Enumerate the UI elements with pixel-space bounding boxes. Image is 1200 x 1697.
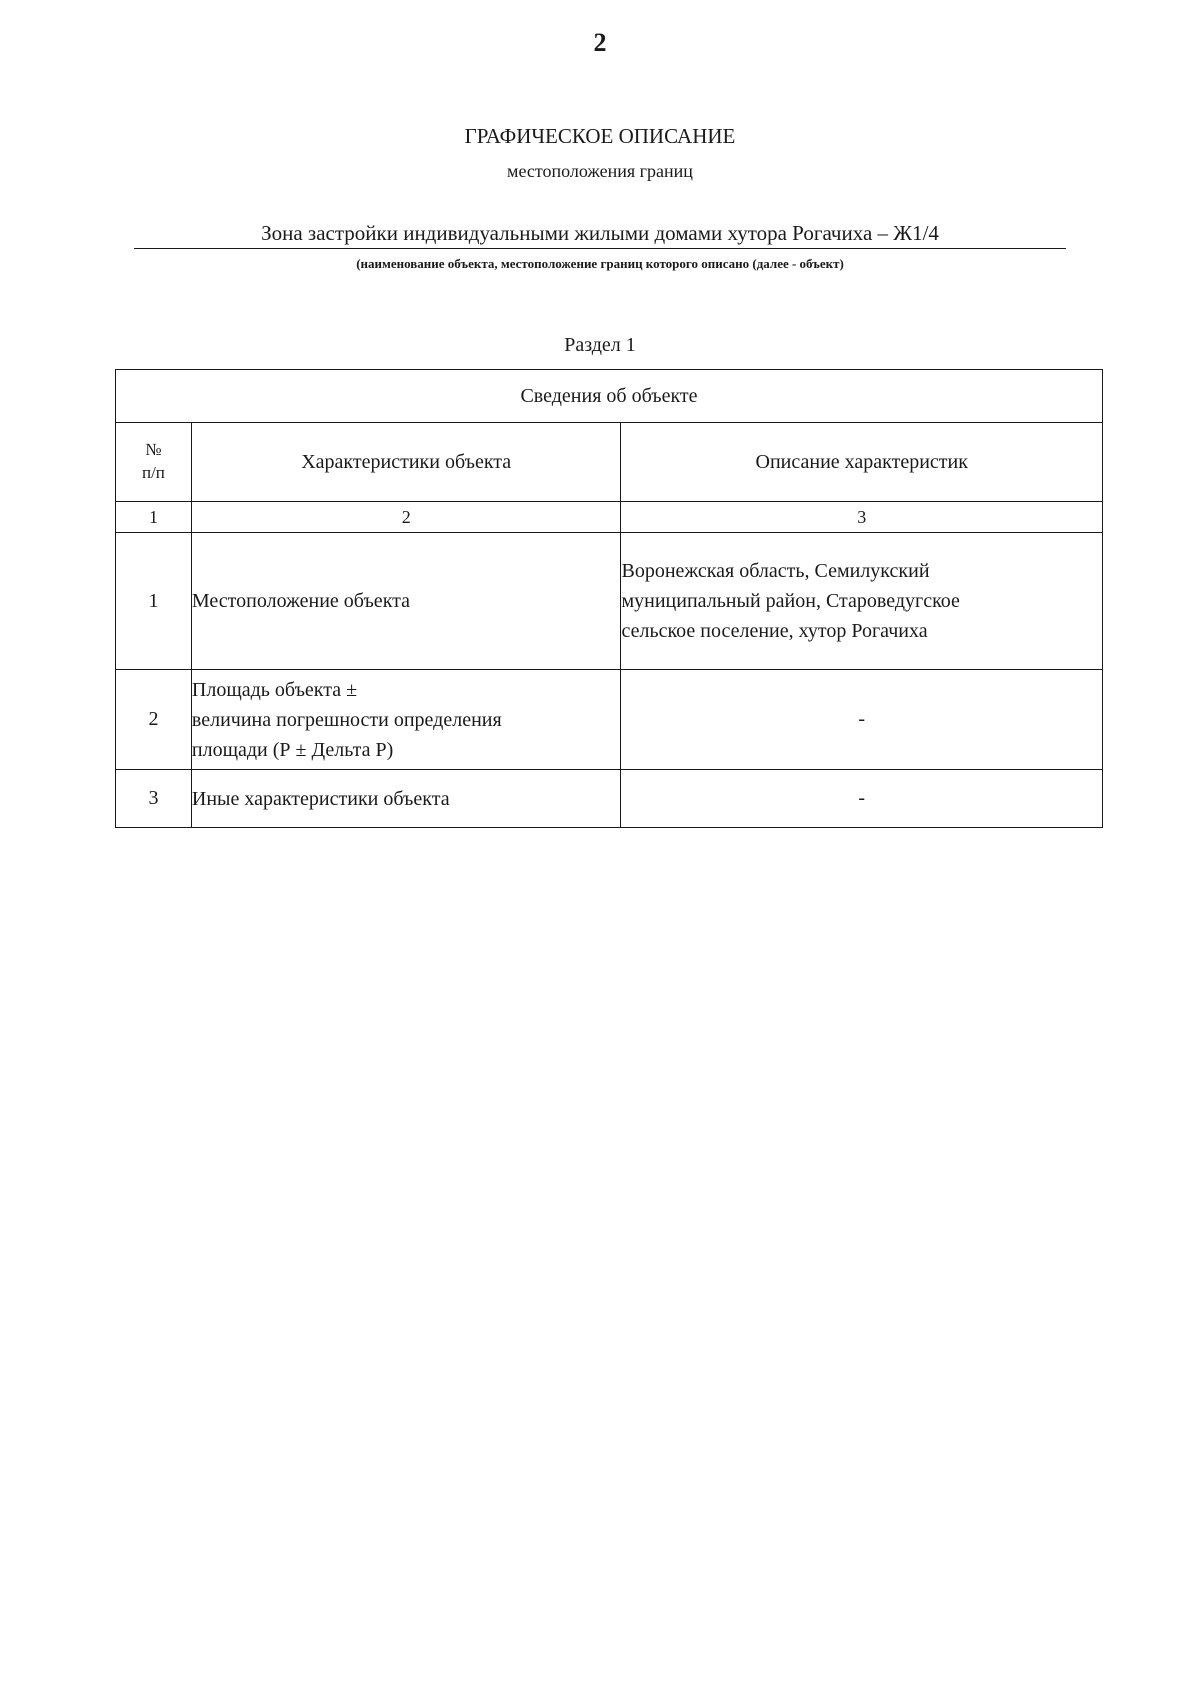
row-number: 1: [116, 533, 192, 670]
header-description: Описание характеристик: [621, 423, 1103, 502]
row-description-line: Воронежская область, Семилукский: [621, 560, 930, 582]
column-index-cell: 1: [116, 502, 192, 533]
row-characteristic: [191, 533, 621, 670]
row-description-line: муниципальный район, Староведугское: [621, 590, 960, 612]
row-description-line: -: [858, 787, 866, 809]
row-characteristic-line: площади (Р ± Дельта Р): [191, 738, 394, 761]
column-index-cell: 3: [621, 502, 1103, 533]
table-caption-row: [116, 370, 1103, 423]
table-row: [116, 770, 1103, 828]
row-characteristic: [191, 670, 621, 770]
object-info-table: [115, 369, 1103, 828]
row-description: [621, 670, 1103, 770]
column-index-cell: 2: [191, 502, 621, 533]
row-number: 3: [116, 770, 192, 828]
header-number-line2: п/п: [141, 463, 165, 482]
header-number-line1: №: [145, 440, 162, 460]
table-caption: Сведения об объекте: [116, 370, 1103, 423]
section-label: Раздел 1: [564, 334, 636, 356]
table-row: [116, 670, 1103, 770]
row-description: [621, 533, 1103, 670]
column-index-row: [116, 502, 1103, 533]
page-number: 2: [593, 28, 607, 57]
row-number: 2: [116, 670, 192, 770]
object-name-caption: (наименование объекта, местоположение границ которого описано (далее - объект): [356, 256, 844, 271]
row-description: [621, 770, 1103, 828]
row-description-line: сельское поселение, хутор Рогачиха: [621, 620, 928, 642]
table-row: [116, 533, 1103, 670]
document-title: ГРАФИЧЕСКОЕ ОПИСАНИЕ: [464, 124, 736, 148]
row-characteristic-line: Иные характеристики объекта: [191, 787, 450, 810]
header-number: [116, 423, 192, 502]
document-subtitle: местоположения границ: [507, 161, 693, 181]
row-characteristic: [191, 770, 621, 828]
object-name: Зона застройки индивидуальными жилыми домами хутора Рогачиха – Ж1/4: [134, 221, 1066, 249]
row-characteristic-line: Площадь объекта ±: [191, 678, 358, 701]
header-characteristics: Характеристики объекта: [191, 423, 621, 502]
row-characteristic-line: величина погрешности определения: [191, 708, 502, 731]
row-description-line: -: [858, 708, 866, 730]
table-header-row: [116, 423, 1103, 502]
row-characteristic-line: Местоположение объекта: [191, 590, 411, 612]
